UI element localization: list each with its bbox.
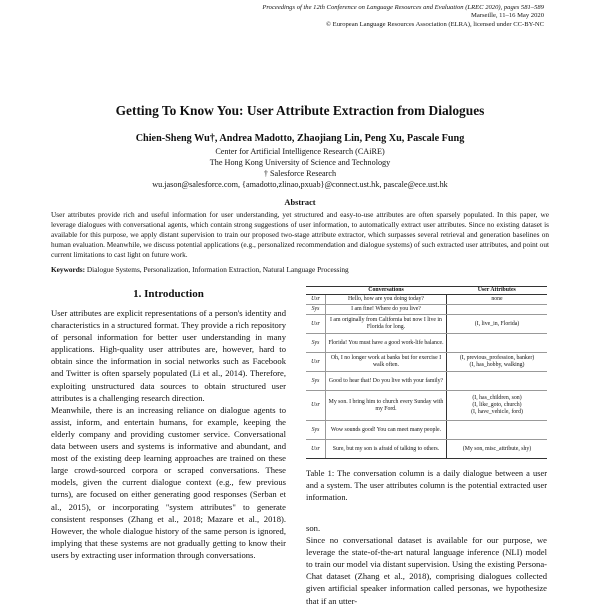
affiliation-2: The Hong Kong University of Science and Technology [209,158,391,167]
author-list: Chien-Sheng Wu†, Andrea Madotto, Zhaojiang Lin, Peng Xu, Pascale Fung [135,133,465,144]
speaker-cell: Usr [306,440,326,459]
speaker-cell: Sys [306,421,326,440]
keywords-label: Keywords: [51,265,86,274]
paper-title: Getting To Know You: User Attribute Extraction from Dialogues [115,103,485,118]
table-row [306,391,547,421]
table-header-attributes: User Attributes [447,287,548,295]
table-header-row [306,287,547,295]
attribute-cell [447,372,548,391]
table-row [306,315,547,334]
table-caption: Table 1: The conversation column is a daily dialogue between a user and a system. The user attributes column is the potential extracted user information. [306,469,547,502]
header-line-3: © European Language Resources Association (ELRA), licensed under CC-BY-NC [326,20,544,28]
table-header-speaker [306,287,326,295]
utterance-cell: Oh, I no longer work at banks but for exercise I walk often. [326,353,447,372]
utterance-cell: Hello, how are you doing today? [326,295,447,305]
utterance-cell: I am originally from California but now I live in Florida for long. [326,315,447,334]
speaker-cell: Usr [306,315,326,334]
abstract-body: User attributes provide rich and useful information for user understanding, yet structured and easy-to-use attributes are often sparsely populated. In this paper, we leverage dialogues with conversational agents, which contain strong suggestions of user information, to automatically extract user attributes. Since no existing dataset is available for this purpose, we apply distant supervision to train our proposed two-stage attribute extractor, which surpasses several retrieval and generation baselines on human evaluation. Meanwhile, we discuss potential applications (e.g., personalized recommendation and dialogue systems) of such extracted user attributes, and point out current limitations to cast light on future work. [51,210,549,260]
speaker-cell: Sys [306,334,326,353]
affiliation-3: † Salesforce Research [263,169,337,178]
keywords-text: Dialogue Systems, Personalization, Information Extraction, Natural Language Processing [86,265,349,274]
table-row [306,421,547,440]
attribute-cell [447,334,548,353]
author-emails: wu.jason@salesforce.com, {amadotto,zlinao,pxuab}@connect.ust.hk, pascale@ece.ust.hk [152,180,448,189]
utterance-cell: Sure, but my son is afraid of talking to others. [326,440,447,459]
attribute-cell: (I, live_in, Florida) [447,315,548,334]
speaker-cell: Sys [306,372,326,391]
table-header-conversations: Conversations [326,287,447,295]
right-paragraph-2: Since no conversational dataset is available for our purpose, we leverage the state-of-the-art natural language inference (NLI) model to train our model via distant supervision. Using the existing Persona-Chat dataset (Zhang et al., 2018), comprising dialogues collected given artificial speaker information called personas, we hypothesize that if an utter- [306,535,547,606]
table-row [306,334,547,353]
table-row [306,295,547,305]
table-row [306,440,547,459]
utterance-cell: I am fine! Where do you live? [326,305,447,315]
abstract-heading: Abstract [284,198,316,207]
section-heading-introduction: 1. Introduction [133,288,204,300]
attribute-cell: (I, has_children, son) (I, like_goto, church) (I, have_vehicle, ford) [447,391,548,421]
table-row [306,305,547,315]
utterance-cell: My son. I bring him to church every Sunday with my Ford. [326,391,447,421]
intro-paragraph-1: User attributes are explicit representations of a person's identity and characteristics in a structured format. They provide a rich repository of personal information for better user understanding in many applications. High-quality user attributes are, however, hard to obtain since the information in social networks such as Facebook and Twitter is often sparsely populated (Li et al., 2014). Therefore, exploiting unstructured data sources to obtain structured user attributes is a challenging research direction. [51,308,286,403]
speaker-cell: Usr [306,353,326,372]
utterance-cell: Wow sounds good! You can meet many people. [326,421,447,440]
speaker-cell: Usr [306,391,326,421]
speaker-cell: Sys [306,305,326,315]
intro-paragraph-2: Meanwhile, there is an increasing reliance on dialogue agents to assist, inform, and entertain humans, for example, keeping the elderly company and providing customer service. Conversational data between users and systems is informative and abundant, and most of the existing deep learning approaches are trained on these large crowd-sourced corpora or scraped conversations. These models, given the current dialogue context (e.g., few previous turns), are focused on either generating good responses (Serban et al., 2015), or incorporating "system attributes" to generate consistent responses (Zhang et al., 2018; Mazare et al., 2018). However, the whole dialogue history of the same person is ignored, implying that these systems are not gradually getting to know their users by extracting user information through conversations. [51,404,286,560]
right-paragraph-1: son. [306,523,321,533]
affiliation-1: Center for Artificial Intelligence Research (CAiRE) [215,147,385,156]
attribute-cell: (I, previous_profession, banker) (I, has_hobby, walking) [447,353,548,372]
affiliations [0,146,600,190]
attribute-cell: (My son, misc_attribute, shy) [447,440,548,459]
conversation-table [306,286,547,459]
proceedings-header [204,4,544,29]
left-column-body [51,307,286,561]
header-line-2: Marseille, 11–16 May 2020 [470,12,544,20]
header-line-1: Proceedings of the 12th Conference on Language Resources and Evaluation (LREC 2020), pages 581–589 [262,4,544,11]
utterance-cell: Good to hear that! Do you live with your family? [326,372,447,391]
keywords [51,265,549,274]
attribute-cell: none [447,295,548,305]
table-row [306,353,547,372]
speaker-cell: Usr [306,295,326,305]
table-row [306,372,547,391]
attribute-cell [447,421,548,440]
attribute-cell [447,305,548,315]
utterance-cell: Florida! You must have a good work-life balance. [326,334,447,353]
right-column-body [306,522,547,607]
